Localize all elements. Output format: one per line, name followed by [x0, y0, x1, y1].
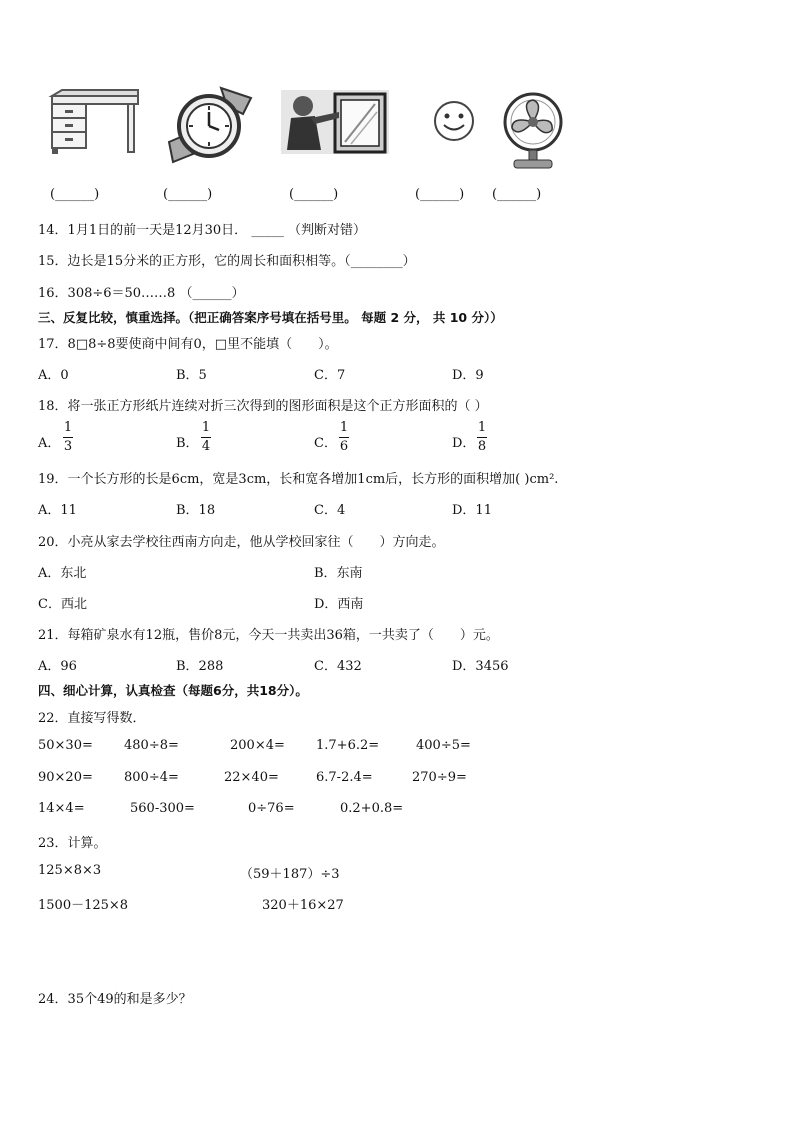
calc-item: 50×30= [38, 738, 93, 753]
denominator: 8 [477, 439, 487, 454]
watch-icon [163, 84, 257, 166]
option-d[interactable]: D．3456 [452, 659, 509, 674]
numerator: 1 [477, 420, 487, 435]
calc-item: 560-300= [130, 801, 195, 816]
option-d[interactable]: D．11 [452, 503, 492, 518]
option-a[interactable]: A．0 [38, 368, 69, 383]
calc-item: 14×4= [38, 801, 85, 816]
section-heading-4: 四、细心计算，认真检查（每题6分，共18分）。 [38, 683, 308, 698]
calc-item: 400÷5= [416, 738, 471, 753]
question-14 [38, 219, 366, 238]
calc-item: 0.2+0.8= [340, 801, 404, 816]
answer-blank[interactable]: (______) [163, 187, 213, 202]
option-b-letter[interactable]: B． [176, 436, 199, 451]
option-c[interactable]: C．西北 [38, 597, 87, 612]
smiley-face-icon [432, 99, 476, 143]
question-19: 19．一个长方形的长是6cm，宽是3cm，长和宽各增加1cm后，长方形的面积增加( )cm². [38, 472, 559, 487]
question-23: 23．计算。 [38, 836, 107, 851]
numerator: 1 [201, 420, 211, 435]
calc-item: （59＋187）÷3 [240, 867, 340, 882]
question-suffix: ） [402, 254, 416, 269]
calc-item: 800÷4= [124, 770, 179, 785]
question-18: 18．将一张正方形纸片连续对折三次得到的图形面积是这个正方形面积的（ ） [38, 399, 488, 414]
option-a[interactable]: A．11 [38, 503, 77, 518]
fraction-one-fourth [201, 421, 211, 454]
question-21: 21．每箱矿泉水有12瓶，售价8元，今天一共卖出36箱，一共卖了（ ）元。 [38, 628, 499, 643]
fraction-one-eighth [477, 421, 487, 454]
calc-item: 200×4= [230, 738, 285, 753]
calc-item: 480÷8= [124, 738, 179, 753]
answer-blank[interactable]: _____ [251, 223, 284, 238]
question-text: 15．边长是15分米的正方形，它的周长和面积相等。（ [38, 254, 351, 269]
question-17: 17．8□8÷8要使商中间有0，□里不能填（ ）。 [38, 337, 338, 352]
denominator: 6 [339, 439, 349, 454]
fraction-one-sixth [339, 421, 349, 454]
question-suffix: （判断对错） [287, 223, 366, 238]
answer-blank[interactable]: ______ [192, 286, 232, 301]
desk-icon [48, 88, 140, 156]
option-c[interactable]: C．432 [314, 659, 362, 674]
denominator: 4 [201, 439, 211, 454]
calc-item: 90×20= [38, 770, 93, 785]
numerator: 1 [63, 420, 73, 435]
calc-item: 22×40= [224, 770, 279, 785]
calc-item: 1500－125×8 [38, 898, 129, 913]
window-icon [281, 90, 389, 154]
option-a[interactable]: A．96 [38, 659, 77, 674]
calc-item: 1.7+6.2= [316, 738, 380, 753]
question-15 [38, 250, 416, 269]
question-text: 16．308÷6＝50……8 （ [38, 286, 193, 301]
calc-item: 125×8×3 [38, 863, 102, 878]
option-b[interactable]: B．5 [176, 368, 207, 383]
option-d-letter[interactable]: D． [452, 436, 476, 451]
fraction-one-third [63, 421, 73, 454]
question-22: 22．直接写得数． [38, 711, 146, 726]
question-16 [38, 282, 244, 301]
calc-item: 0÷76= [248, 801, 295, 816]
option-a[interactable]: A．东北 [38, 566, 87, 581]
calc-item: 270÷9= [412, 770, 467, 785]
calc-item: 6.7-2.4= [316, 770, 373, 785]
calc-item: 320＋16×27 [262, 898, 344, 913]
question-20: 20．小亮从家去学校往西南方向走，他从学校回家往（ ）方向走。 [38, 535, 445, 550]
answer-blank[interactable]: (______) [492, 187, 542, 202]
option-c[interactable]: C．7 [314, 368, 346, 383]
option-b[interactable]: B．18 [176, 503, 216, 518]
option-c-letter[interactable]: C． [314, 436, 337, 451]
option-b[interactable]: B．288 [176, 659, 224, 674]
option-d[interactable]: D．西南 [314, 597, 364, 612]
answer-blank[interactable]: (______) [50, 187, 100, 202]
section-heading-3: 三、反复比较，慎重选择。（把正确答案序号填在括号里。 每题 2 分， 共 10 分）） [38, 310, 503, 325]
question-suffix: ） [231, 286, 245, 301]
option-c[interactable]: C．4 [314, 503, 346, 518]
answer-blank[interactable]: (______) [289, 187, 339, 202]
numerator: 1 [339, 420, 349, 435]
option-a-letter[interactable]: A． [38, 436, 61, 451]
answer-blank[interactable]: ________ [350, 254, 403, 269]
option-d[interactable]: D．9 [452, 368, 484, 383]
answer-blank[interactable]: (______) [415, 187, 465, 202]
question-text: 14．1月1日的前一天是12月30日． [38, 223, 248, 238]
fan-icon [500, 92, 566, 170]
denominator: 3 [63, 439, 73, 454]
question-24: 24．35个49的和是多少？ [38, 992, 192, 1007]
option-b[interactable]: B．东南 [314, 566, 363, 581]
